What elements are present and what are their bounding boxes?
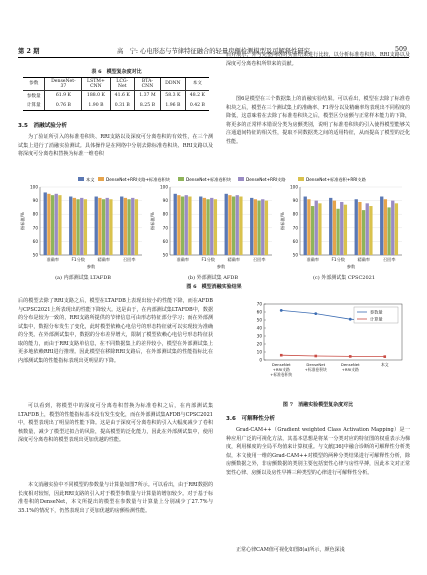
legend-label: DenseNet+RRI支路: [246, 177, 286, 182]
left-paragraph-2: 后的模型去除了RRI支路之后，模型在LTAFDB上表现出较小的性能下降，而在AFDB与CPSC2021上所表现出的性能下降较大。这是由于，在内部测试集LTAFDB中，数据的分布是较为一致的，RRI支路所提供的节律信息可由形态特征部分学习；而在外部测试集中，数据分布发生了变化，此时模型依赖心电信号的形态特征就可以实现较为准确的分类。在外部测试集中，数据的分布差异增大，限制了模型依赖心电信号形态特征获取的能力，而由于RRI支路单信息，在不同数据集上的差异较小，模型在外部测试集上更多地依赖RRI进行推理。因此模型在移除RRI支路后，在外部测试集的性能指标比在内部测试集的性能指标表现出更明显的下降。: [18, 298, 213, 364]
bar: [380, 197, 383, 255]
section-3-6-heading: 3.6 可解释性分析: [226, 416, 276, 422]
bar: [311, 206, 314, 255]
bar: [69, 197, 72, 255]
bar: [225, 194, 228, 255]
bar: [214, 199, 217, 255]
x-axis-label: 参数: [346, 264, 356, 269]
y-tick-label: 50: [32, 252, 38, 258]
bar: [210, 198, 213, 255]
bar: [120, 197, 123, 255]
legend-label: 计算量: [370, 316, 383, 322]
table-row: [23, 91, 209, 101]
bar: [73, 198, 76, 255]
bar: [336, 209, 339, 255]
table-header-cell: DenseNet- 37: [45, 78, 82, 91]
table-header-cell: 参数: [23, 78, 45, 91]
right-paragraph-1: 后并展示，并与完整网络的实验结果进行比较，以分析标准卷积块、RRI支路以及深度可分离卷积所带来的贡献。: [226, 52, 410, 67]
table6-caption: 表 6 模型复杂度对比: [91, 69, 142, 75]
y-tick-label: 90: [32, 198, 38, 204]
data-point: [383, 355, 386, 358]
bar: [358, 202, 361, 255]
y-tick-label: 80: [292, 211, 298, 217]
figure6-subcaption-c: (c) 外部测试集 CPSC2021: [312, 275, 376, 281]
x-tick-label: 精确率: [227, 257, 241, 262]
bar: [395, 203, 398, 255]
bar: [304, 197, 307, 255]
y-tick-label: 70: [162, 225, 168, 231]
bar: [265, 201, 268, 255]
x-tick-label: 准确率: [306, 257, 320, 262]
y-tick-label: 90: [162, 198, 168, 204]
bar: [369, 206, 372, 255]
bar: [106, 198, 109, 255]
x-tick-label: 召回率: [252, 257, 266, 262]
bar: [44, 192, 47, 255]
bar: [239, 197, 242, 255]
table-cell: 0.31 B: [110, 101, 134, 111]
legend-swatch: [238, 177, 244, 181]
y-tick-label: 90: [292, 198, 298, 204]
table-header-cell: 本文: [185, 78, 209, 91]
bar: [228, 195, 231, 255]
table-cell: 计算量: [23, 101, 45, 111]
table-cell: 188.0 K: [82, 91, 110, 101]
y-tick-label: 60: [292, 238, 298, 244]
x-tick-label: 精确率: [97, 257, 111, 262]
x-tick-label: DenseNet: [306, 362, 326, 367]
data-point: [349, 318, 352, 321]
table-cell: 0.42 B: [185, 101, 209, 111]
bar: [366, 203, 369, 255]
table-cell: 1.96 B: [160, 101, 185, 111]
legend-swatch: [78, 177, 84, 181]
bar: [124, 198, 127, 255]
bar: [174, 194, 177, 255]
x-tick-label: 精确率: [357, 257, 371, 262]
table-row: [23, 101, 209, 111]
y-tick-label: 70: [256, 301, 262, 307]
bar: [355, 199, 358, 255]
table-cell: 48.2 K: [185, 91, 209, 101]
legend-label: DenseNet+标准卷积+RRI支路: [306, 177, 366, 182]
y-tick-label: 80: [162, 211, 168, 217]
figure6-caption: 图 6 模型消融实验结果: [186, 284, 242, 290]
series-line: [281, 355, 385, 356]
figure6-panel: [149, 185, 272, 271]
bar: [177, 195, 180, 255]
y-axis-label: 指标值/%: [150, 212, 155, 230]
bar: [188, 197, 191, 255]
y-tick-label: 50: [162, 252, 168, 258]
legend-label: 参数量: [370, 309, 383, 315]
data-point: [314, 312, 317, 315]
table-cell: 参数量: [26, 93, 41, 99]
table-header-cell: LCG- Net: [110, 78, 134, 91]
table-header-row: [23, 78, 209, 91]
section-3-5-heading: 3.5 消融试验分析: [18, 123, 68, 129]
bar: [55, 194, 58, 255]
y-axis-label: 指标值/%: [20, 212, 25, 230]
bar: [333, 201, 336, 255]
bar: [181, 197, 184, 255]
data-point: [314, 355, 317, 358]
bar: [51, 195, 54, 255]
bar: [318, 203, 321, 255]
bar: [135, 199, 138, 255]
table-header-cell: LSTM+ CNN: [82, 78, 110, 91]
bar: [254, 199, 257, 255]
figure6-panel: [19, 185, 142, 271]
bar: [84, 199, 87, 255]
table-cell: 41.6 K: [110, 91, 134, 101]
x-tick-label: +标准卷积块: [304, 367, 327, 372]
table6: [23, 77, 209, 111]
bar: [109, 199, 112, 255]
bar: [384, 199, 387, 255]
x-tick-label: F1分数: [331, 257, 345, 262]
data-point: [280, 354, 283, 357]
bar: [250, 198, 253, 255]
bar: [261, 199, 264, 255]
y-tick-label: 100: [290, 184, 298, 190]
figure6: [18, 175, 410, 280]
y-axis-label: 指标值/%: [280, 212, 285, 230]
bar: [232, 197, 235, 255]
y-tick-label: 70: [292, 225, 298, 231]
x-tick-label: 准确率: [176, 257, 190, 262]
bar: [203, 198, 206, 255]
bar: [344, 205, 347, 255]
y-tick-label: 10: [256, 349, 262, 355]
bar: [80, 198, 83, 255]
x-axis-label: 参数: [216, 264, 226, 269]
figure7-caption: 图 7 消融实验模型复杂度对比: [282, 402, 354, 408]
figure6-subcaption-b: (b) 外部测试集 AFDB: [187, 275, 239, 281]
y-tick-label: 50: [256, 317, 262, 323]
x-tick-label: +标准卷积块: [270, 372, 293, 377]
bar: [199, 197, 202, 255]
figure6-legend: [78, 176, 367, 183]
data-point: [280, 309, 283, 312]
bar: [340, 202, 343, 255]
legend-swatch: [178, 177, 184, 181]
bar: [76, 199, 79, 255]
legend-swatch: [298, 177, 304, 181]
figure6-panel: [279, 185, 402, 271]
y-tick-label: 60: [256, 309, 262, 315]
table-cell: 0.76 B: [45, 101, 82, 111]
y-tick-label: 100: [30, 184, 38, 190]
y-tick-label: 60: [162, 238, 168, 244]
legend-swatch: [98, 177, 104, 181]
legend-label: DenseNet+标准卷积块: [186, 177, 232, 182]
table-header-cell: BTA- CNN: [134, 78, 160, 91]
y-tick-label: 40: [256, 325, 262, 331]
header-page-number: 509: [394, 46, 407, 53]
y-tick-label: 100: [160, 184, 168, 190]
bar: [329, 198, 332, 255]
legend-label: 本文: [86, 177, 95, 182]
section-3-6-paragraph-1: Grad-CAM++（Gradient weighted Class Activation Mapping）是一种应用广泛的可视化方法，其基本思想是将某一分类对应的特征图的权重表示为梯度，利用梯度的全局平均值来计算权重。与文献[36]中融合诊断的可解释性分析类似，本文使用一维的Grad-CAM++对模型的两种分类结果进行可解释性分析，除房颤数据之外，非房颤数据的类别主要包括窦性心律与房性早搏，因此本文对正常窦性心律、房颤以及房性早搏三种类型的心律进行可解释性分析。: [226, 427, 410, 476]
table-header-cell: DDNN: [160, 78, 185, 91]
x-tick-label: 召回率: [122, 257, 136, 262]
y-tick-label: 0: [259, 357, 262, 363]
bar: [58, 195, 61, 255]
table-cell: 61.9 K: [45, 91, 82, 101]
x-tick-label: 本文: [380, 362, 389, 367]
y-tick-label: 30: [256, 333, 262, 339]
y-tick-label: 60: [32, 238, 38, 244]
bar: [98, 198, 101, 255]
table-cell: 1.37 M: [134, 91, 160, 101]
section-3-6-paragraph-2: 正常心律CAM值可视化如图8(a)所示，颜色深浅: [236, 547, 345, 553]
header-title: 高 宁: 心电形态与节律特征融合的轻量房颤检测模型及可解释性研究: [116, 48, 311, 55]
y-tick-label: 70: [32, 225, 38, 231]
bar: [387, 207, 390, 255]
figure6-subcaption-a: (a) 内部测试集 LTAFDB: [55, 275, 111, 281]
bar: [127, 199, 130, 255]
bar: [131, 198, 134, 255]
x-tick-label: DenseNet: [340, 362, 360, 367]
x-tick-label: +RRI支路: [341, 367, 359, 372]
x-tick-label: F1分数: [71, 257, 85, 262]
y-tick-label: 50: [292, 252, 298, 258]
x-tick-label: F1分数: [201, 257, 215, 262]
bar: [391, 201, 394, 255]
x-tick-label: +RRI支路: [272, 367, 290, 372]
bar: [315, 201, 318, 255]
header-issue: 第 2 期: [18, 48, 40, 55]
y-tick-label: 20: [256, 341, 262, 347]
figure7-legend: [354, 307, 398, 323]
figure7: [226, 298, 410, 393]
table-cell: 8.25 B: [134, 101, 160, 111]
x-axis-label: 参数: [86, 264, 96, 269]
bar: [307, 199, 310, 255]
right-paragraph-2: 图6是模型在三个数据集上的消融实验结果。可以看出，模型在去除了标准卷积块之后，模型在三个测试集上的准确率、F1得分以及精确率均表现出不同程度的降低，这意味着在去除了标准卷积块之后，模型区分房颤与正常样本能力的下降，将更多的正常样本错误分类为房颤类别，说明了标准卷积块的引入使得模型能够关注通道间特征的相关性，提取不同数据类之间的适用特征，从而提高了模型的泛化性能。: [226, 96, 410, 145]
legend-label: DenseNet+RRI支路+标准卷积块: [106, 177, 170, 182]
section-3-5-paragraph: 为了验证所引入的标准卷积块、RRI支路以及深度可分离卷积的有效性，在三个测试集上进行了消融实验测试。具体操作是在网络中分别去除标准卷积块、RRI支路以及将深度可分离卷积替换为标准一维卷积: [18, 134, 213, 158]
data-point: [349, 355, 352, 358]
bar: [362, 210, 365, 255]
bar: [102, 199, 105, 255]
table-cell: 1.90 B: [82, 101, 110, 111]
bar: [185, 195, 188, 255]
left-paragraph-4: 本文消融实验中不同模型的参数量与计算量如图7所示。可以看出，由于RRI数据的长度相对较短，因此RRI支路的引入对于模型参数量与计算量的增加较少。对于基于标准卷积的DenseNet，本文所提出的模型在参数量与计算量上分别减少了27.7%与35.1%的情况下，仍然表现出了更加优越的房颤检测性能。: [18, 482, 213, 514]
left-paragraph-3: 可以看到，将模型中的深度可分离卷积替换为标准卷积之后，在内部测试集LTAFDB上，模型的性能指标基本没有发生变化，而在外部测试集AFDB与CPSC2021中，模型表现出了明显的性能下降。这是由于深度可分离卷积的引入大幅度减少了卷积核数量，减少了模型过拟合的风险，提高模型的泛化能力，因此在外部测试集中，使用深度可分离卷积的模型表现出更加优越的性能。: [18, 403, 213, 444]
x-tick-label: DenseNet: [271, 362, 291, 367]
y-tick-label: 80: [32, 211, 38, 217]
bar: [47, 194, 50, 255]
x-tick-label: 召回率: [382, 257, 396, 262]
x-tick-label: 准确率: [46, 257, 60, 262]
bar: [257, 201, 260, 255]
table-cell: 58.3 K: [160, 91, 185, 101]
bar: [206, 199, 209, 255]
bar: [236, 195, 239, 255]
bar: [95, 197, 98, 255]
